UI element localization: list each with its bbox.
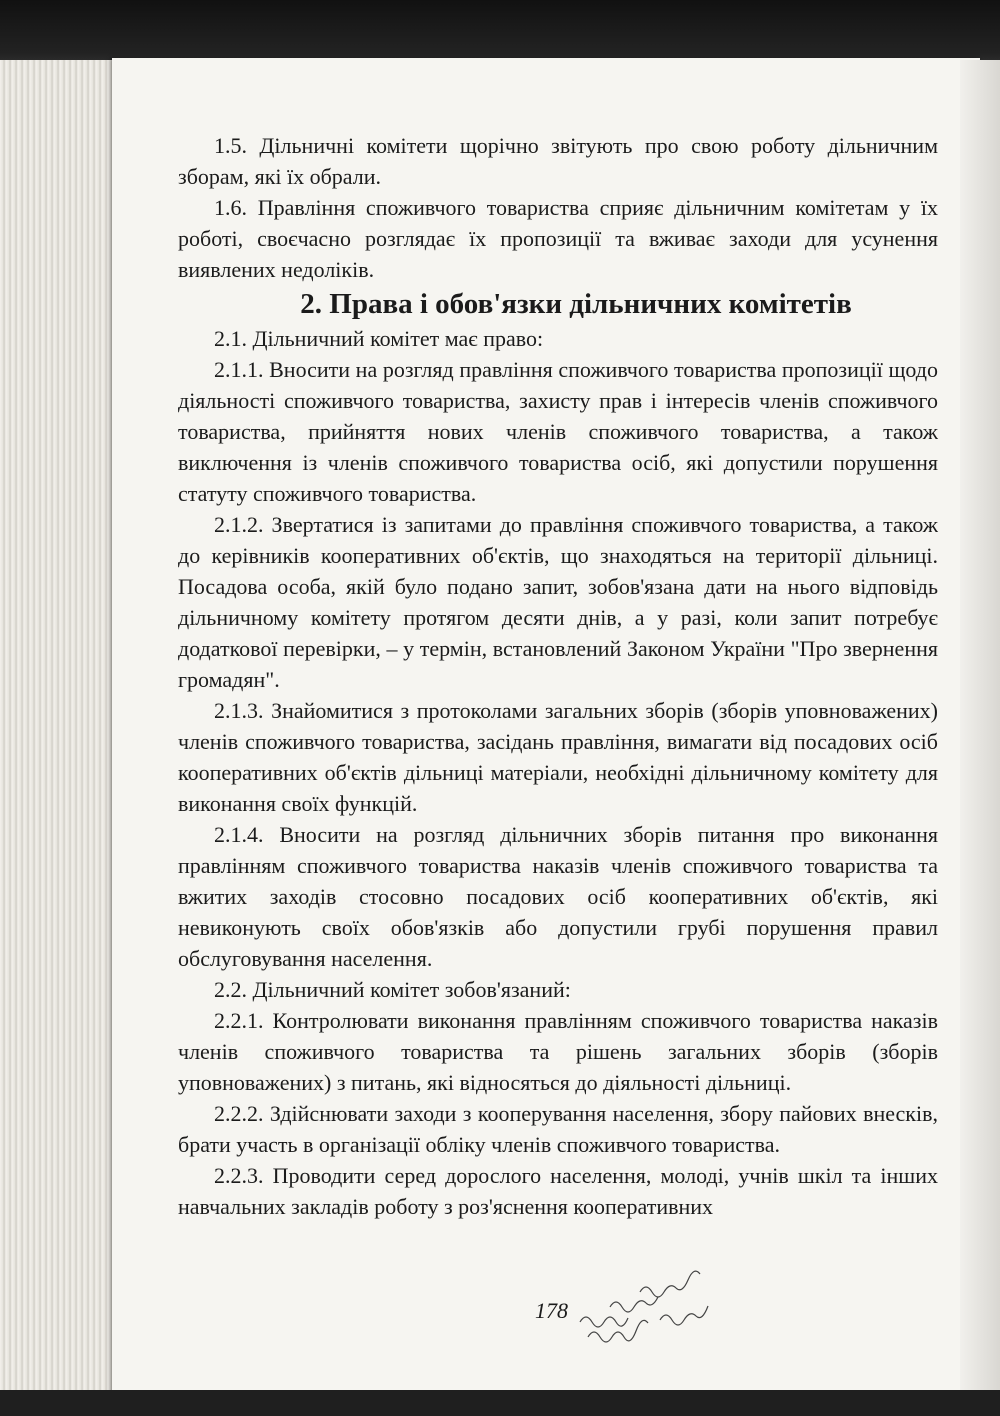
book-page-edges [0, 60, 130, 1416]
handwritten-scribble [570, 1262, 740, 1352]
paragraph: 2.2.3. Проводити серед дорослого населення, молоді, учнів шкіл та інших навчальних закладів роботу з роз'яснення кооперативних [178, 1163, 938, 1219]
paragraph: 2.1. Дільничний комітет має право: [214, 326, 544, 351]
paragraph: 2.2. Дільничний комітет зобов'язаний: [214, 977, 571, 1002]
page-number: 178 [535, 1298, 568, 1323]
paragraph: 2.2.2. Здійснювати заходи з кооперування населення, збору пайових внесків, брати участь в організації обліку членів споживчого товариства. [178, 1101, 938, 1157]
paragraph: 1.5. Дільничні комітети щорічно звітують про свою роботу дільничним зборам, які їх обрали. [178, 133, 938, 189]
paragraph: 2.2.1. Контролювати виконання правлінням споживчого товариства наказів членів споживчого товариства та рішень загальних зборів (зборів уповноважених) з питань, які відносяться до діяльності дільниці. [178, 1008, 938, 1095]
paragraph: 2.1.3. Знайомитися з протоколами загальних зборів (зборів уповноважених) членів споживчого товариства, засідань правління, вимагати від посадових осіб кооперативних об'єктів дільниці матеріали, необхідні дільничному комітету для виконання своїх функцій. [178, 698, 938, 816]
section-heading: 2. Права і обов'язки дільничних комітетів [300, 288, 852, 320]
page-text [178, 130, 938, 1222]
paragraph: 1.6. Правління споживчого товариства сприяє дільничним комітетам у їх роботі, своєчасно розглядає їх пропозиції та вживає заходи для усунення виявлених недоліків. [178, 195, 938, 282]
page-right-shadow [960, 60, 1000, 1400]
paragraph: 2.1.1. Вносити на розгляд правління споживчого товариства пропозиції щодо діяльності споживчого товариства, захисту прав і інтересів членів споживчого товариства, прийняття нових членів споживчого товариства, а також виключення із членів споживчого товариства осіб, які допустили порушення статуту споживчого товариства. [178, 357, 938, 506]
paragraph: 2.1.2. Звертатися із запитами до правління споживчого товариства, а також до керівників кооперативних об'єктів, що знаходяться на території дільниці. Посадова особа, якій було подано запит, зобов'язана дати на нього відповідь дільничному комітету протягом десяти днів, а у разі, коли запит потребує додаткової перевірки, – у термін, встановлений Законом України "Про звернення громадян". [178, 512, 938, 692]
paragraph: 2.1.4. Вносити на розгляд дільничних зборів питання про виконання правлінням споживчого товариства наказів членів споживчого товариства та вжитих заходів стосовно посадових осіб кооперативних об'єктів, які невиконують своїх обов'язків або допустили грубі порушення правил обслуговування населення. [178, 822, 938, 971]
scan-bottom-border [0, 1390, 1000, 1416]
